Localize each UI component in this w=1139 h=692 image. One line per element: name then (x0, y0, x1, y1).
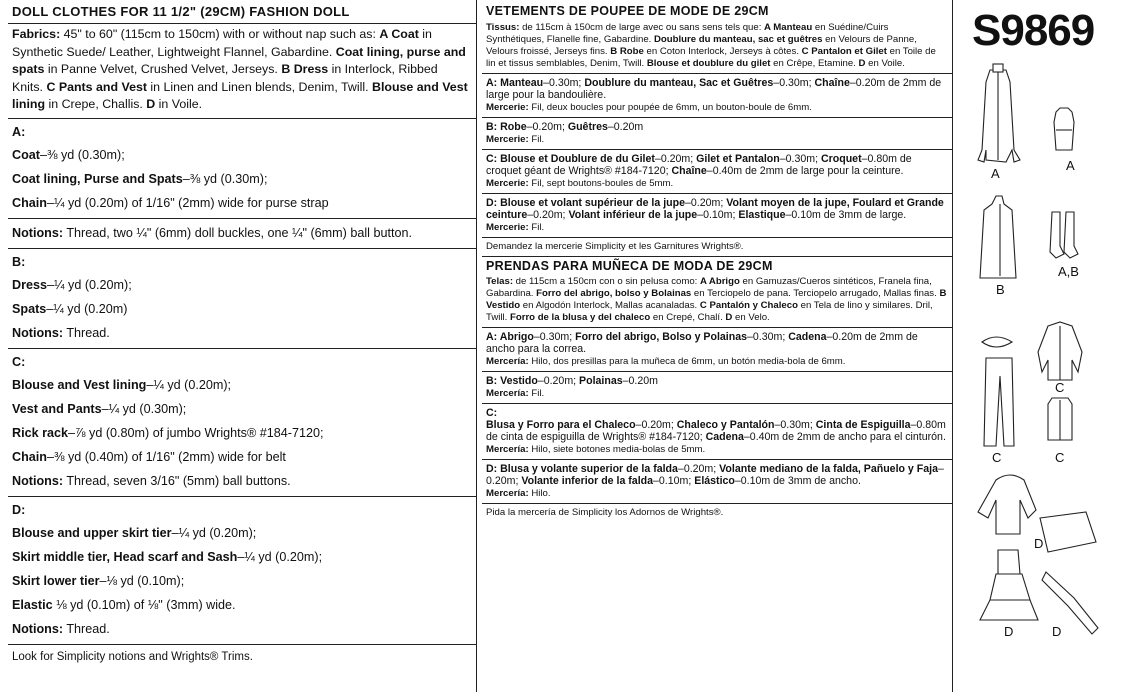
fabrics-text: in Panne Velvet, Crushed Velvet, Jerseys. (44, 62, 282, 76)
collar-illustration (982, 337, 1012, 347)
pattern-number: S9869 (972, 6, 1095, 55)
view-a-notions: Notions: Thread, two ¼" (6mm) doll buckles, one ¼" (6mm) ball button. (12, 225, 412, 240)
spanish-view-c: C: Blusa y Forro para el Chaleco–0.20m; Chaleco y Pantalón–0.30m; Cinta de Espiguilla–0.80m de cinta de espiguilla de Wrights® #184-7120; Cadena–0.40m de 2mm de ancho para el cinturón. Mercería: Hilo, siete botones media-bolas de 5mm. (482, 404, 952, 460)
view-c-line: Chain–⅜ yd (0.40m) of 1/16" (2mm) wide for belt (12, 449, 286, 464)
fabrics-text: 45" to 60" (115cm to 150cm) with or without nap such as: (60, 27, 380, 41)
label-d-scarf: D (1052, 624, 1062, 639)
peasant-blouse-illustration (978, 475, 1036, 534)
french-view-b: B: Robe–0.20m; Guêtres–0.20m Mercerie: Fil. (482, 118, 952, 150)
english-view-a (8, 119, 476, 219)
french-view-c: C: Blouse et Doublure de du Gilet–0.20m; Gilet et Pantalon–0.30m; Croquet–0.80m de croquet géant de Wrights® #184-7120; Chaîne–0.40m de 2mm de large pour la ceinture. Mercerie: Fil, sept boutons-boules de 5mm. (482, 150, 952, 194)
coat-illustration (978, 64, 1020, 162)
view-b-notions: Notions: Thread. (12, 325, 110, 340)
view-c-notions: Notions: Thread, seven 3/16" (5mm) ball buttons. (12, 473, 291, 488)
view-d-notions: Notions: Thread. (12, 621, 110, 636)
spanish-title: PRENDAS PARA MUÑECA DE MODA DE 29CM (486, 259, 773, 273)
fabrics-text: in Crepe, Challis. (45, 97, 147, 111)
english-fabrics (8, 24, 476, 119)
english-footer: Look for Simplicity notions and Wrights® Trims. (12, 650, 253, 663)
sash-illustration (1040, 512, 1096, 552)
label-c-pants: C (992, 450, 1002, 465)
view-c-line: Rick rack–⅞ yd (0.80m) of jumbo Wrights® #184-7120; (12, 425, 324, 440)
garment-illustrations (956, 0, 1139, 692)
view-b-line: Spats–¼ yd (0.20m) (12, 301, 128, 316)
french-footer: Demandez la mercerie Simplicity et les Garnitures Wrights®. (482, 238, 952, 257)
label-c-blouse: C (1055, 380, 1065, 395)
view-c-label: C: (12, 354, 26, 369)
english-title: DOLL CLOTHES FOR 11 1/2" (29CM) FASHION DOLL (8, 0, 476, 24)
view-c-line: Vest and Pants–¼ yd (0.30m); (12, 401, 187, 416)
view-a-line: Coat lining, Purse and Spats–⅜ yd (0.30m); (12, 171, 268, 186)
top-illustration (1054, 108, 1074, 150)
label-a-top: A (1066, 158, 1075, 173)
label-b: B (996, 282, 1005, 297)
scarf-illustration (1042, 572, 1098, 634)
fabrics-text: in Interlock, Ribbed Knits. (12, 62, 438, 94)
tiered-skirt-illustration (980, 550, 1038, 620)
view-a-label: A: (12, 124, 26, 139)
label-d-skirt: D (1004, 624, 1014, 639)
fabrics-view-d: D (146, 97, 156, 111)
dress-illustration (980, 196, 1016, 278)
fabrics-view-b: B Dress (281, 62, 329, 76)
fabrics-view-c: C Pants and Vest (46, 79, 147, 94)
french-view-a: A: Manteau–0.30m; Doublure du manteau, Sac et Guêtres–0.30m; Chaîne–0.20m de 2mm de large pour la bandoulière. Mercerie: Fil, deux boucles pour poupée de 6mm, un bouton-boule de 6mm. (482, 74, 952, 118)
fabrics-view-a: A Coat (379, 27, 419, 41)
label-c-vest: C (1055, 450, 1065, 465)
spanish-view-b: B: Vestido–0.20m; Polainas–0.20m Mercería: Fil. (482, 372, 952, 404)
view-d-line: Blouse and upper skirt tier–¼ yd (0.20m); (12, 525, 257, 540)
label-ab: A,B (1058, 264, 1079, 279)
fabrics-text: in Voile. (155, 97, 203, 111)
fabrics-blouse-lining: Blouse and Vest lining (12, 79, 468, 111)
fabrics-coat-lining: Coat lining, purse and spats (12, 44, 466, 76)
french-fabrics: Tissus: de 115cm à 150cm de large avec ou sans sens tels que: A Manteau en Suédine/Cuirs Synthétiques, Flanelle fine, Gabardine. Doublure du manteau, sac et guêtres en Velours de Panne, Velours froissé, Jerseys fins. B Robe en Coton Interlock, Jerseys à côtes. C Pantalon et Gilet en Toile de lin et tissus semblables, Denim, Twill. Blouse et doublure du gilet en Crêpe, Etamine. D en Voile. (482, 19, 952, 74)
label-d-sash: D (1034, 536, 1044, 551)
view-d-line: Skirt middle tier, Head scarf and Sash–¼ yd (0.20m); (12, 549, 323, 564)
label-a-coat: A (991, 166, 1000, 181)
spanish-footer: Pida la mercería de Simplicity los Adornos de Wrights®. (486, 507, 724, 518)
blouse-illustration (1038, 322, 1082, 380)
english-view-a-notions (8, 219, 476, 249)
spanish-view-a: A: Abrigo–0.30m; Forro del abrigo, Bolso y Polainas–0.30m; Cadena–0.20m de 2mm de ancho para la correa. Mercería: Hilo, dos presillas para la muñeca de 6mm, un botón media-bola de 6mm. (482, 328, 952, 372)
english-column (8, 0, 477, 692)
spats-illustration (1050, 212, 1078, 258)
view-d-line: Skirt lower tier–⅛ yd (0.10m); (12, 573, 185, 588)
fabrics-text: in Linen and Linen blends, Denim, Twill. (146, 79, 372, 94)
french-spanish-column (482, 0, 953, 692)
pants-illustration (984, 358, 1014, 446)
view-c-line: Blouse and Vest lining–¼ yd (0.20m); (12, 377, 232, 392)
fabrics-label: Fabrics: (12, 27, 61, 41)
view-d-label: D: (12, 502, 26, 517)
view-b-line: Dress–¼ yd (0.20m); (12, 277, 132, 292)
spanish-fabrics: Telas: de 115cm a 150cm con o sin pelusa como: A Abrigo en Gamuzas/Cueros sintéticos, Franela fina, Gabardina. Forro del abrigo, bolso y Bolainas en Terciopelo de pana. Terciopelo arrugado, Mallas finas. B Vestido en Algodón Interlock, Mallas acanaladas. C Pantalón y Chaleco en Tela de lino y similares. Dril, Twill. Forro de la blusa y del chaleco en Crepé, Chalí. D en Velo. (482, 273, 952, 328)
vest-illustration (1048, 398, 1072, 440)
view-d-line: Elastic ⅛ yd (0.10m) of ⅛" (3mm) wide. (12, 597, 236, 612)
english-view-c (8, 349, 476, 497)
english-view-b (8, 249, 476, 349)
english-view-d (8, 497, 476, 645)
french-view-d: D: Blouse et volant supérieur de la jupe–0.20m; Volant moyen de la jupe, Foulard et Grande ceinture–0.20m; Volant inférieur de la jupe–0.10m; Elastique–0.10m de 3mm de large. Mercerie: Fil. (482, 194, 952, 238)
spanish-view-d: D: Blusa y volante superior de la falda–0.20m; Volante mediano de la falda, Pañuelo y Faja–0.20m; Volante inferior de la falda–0.10m; Elástico–0.10m de 3mm de ancho. Mercería: Hilo. (482, 460, 952, 504)
french-title: VETEMENTS DE POUPEE DE MODE DE 29CM (486, 4, 769, 18)
artwork-column (956, 0, 1139, 692)
fabrics-text: in Synthetic Suede/ Leather, Lightweight Flannel, Gabardine. (12, 27, 432, 59)
view-a-line: Coat–⅜ yd (0.30m); (12, 147, 125, 162)
view-a-line: Chain–¼ yd (0.20m) of 1/16" (2mm) wide for purse strap (12, 195, 329, 210)
view-b-label: B: (12, 254, 26, 269)
